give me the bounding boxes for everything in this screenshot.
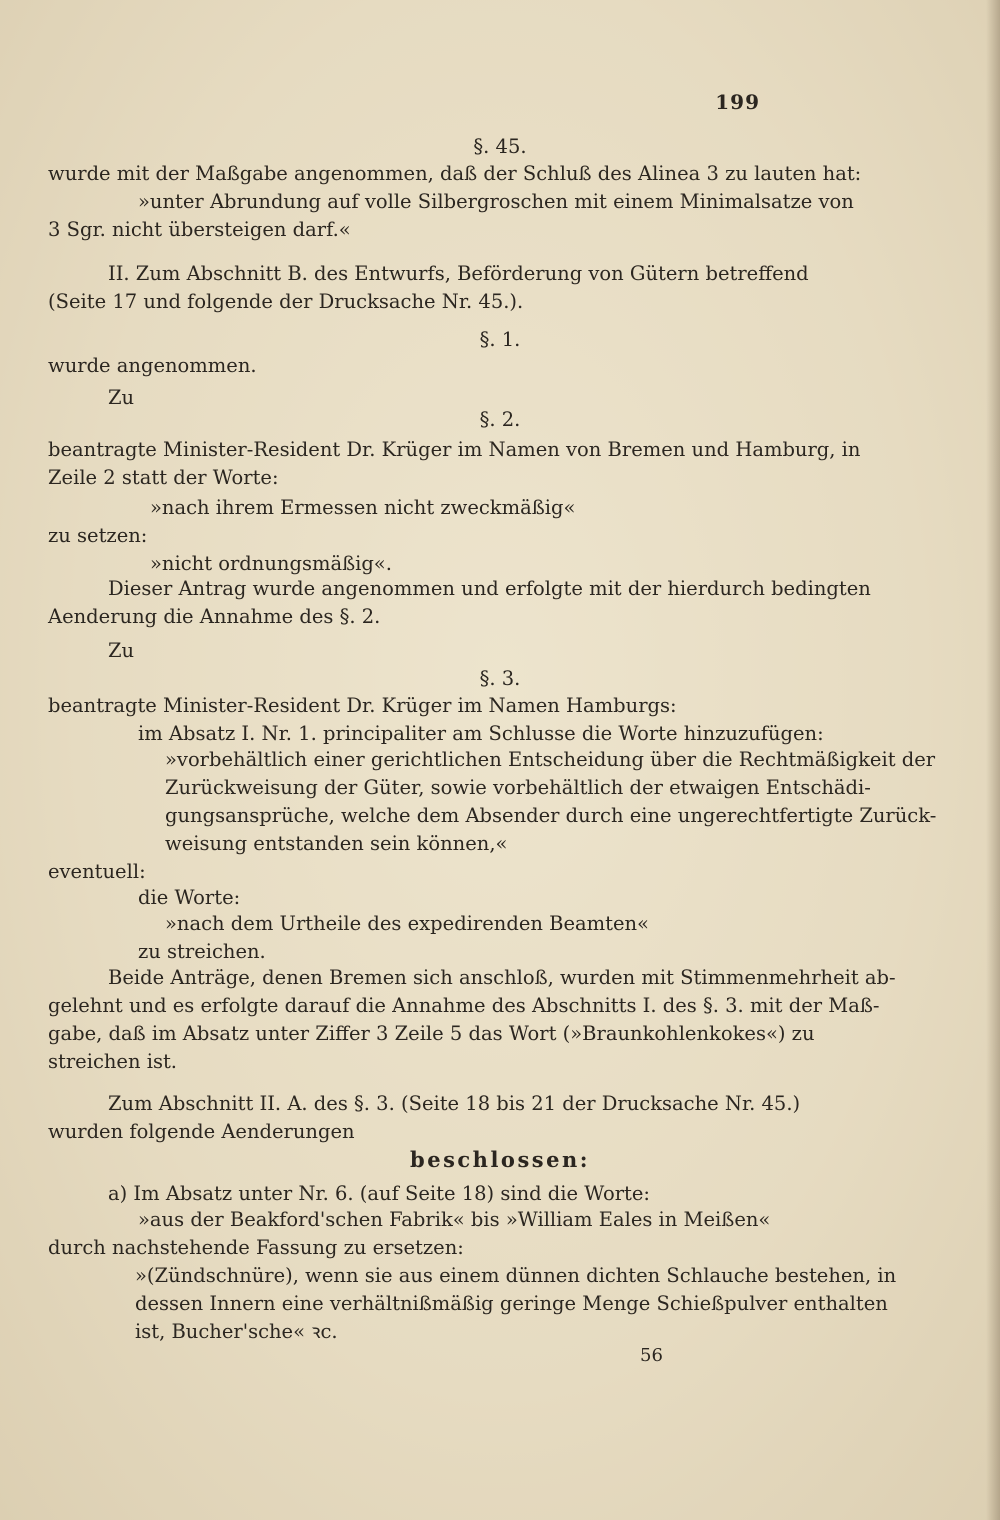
text-line: eventuell: [48,860,146,883]
quote-line: gungsansprüche, welche dem Absender durch eine ungerechtfertigte Zurück- [165,804,937,827]
text-line: im Absatz I. Nr. 1. principaliter am Schlusse die Worte hinzuzufügen: [138,722,824,745]
text-line: wurde mit der Maßgabe angenommen, daß der Schluß des Alinea 3 zu lauten hat: [48,162,862,185]
text-line: streichen ist. [48,1050,177,1073]
resolution-heading: beschlossen: [410,1147,590,1172]
text-line: beantragte Minister-Resident Dr. Krüger im Namen von Bremen und Hamburg, in [48,438,861,461]
text-line: gelehnt und es erfolgte darauf die Annahme des Abschnitts I. des §. 3. mit der Maß- [48,994,880,1017]
quote-line: ist, Bucher'sche« ꝛc. [135,1320,338,1343]
quote-line: »nicht ordnungsmäßig«. [150,552,392,575]
quote-line: 3 Sgr. nicht übersteigen darf.« [48,218,351,241]
quote-line: »aus der Beakford'schen Fabrik« bis »William Eales in Meißen« [138,1208,771,1231]
text-line: zu setzen: [48,524,148,547]
text-line: beantragte Minister-Resident Dr. Krüger im Namen Hamburgs: [48,694,677,717]
text-line: zu streichen. [138,940,266,963]
quote-line: »unter Abrundung auf volle Silbergroschen mit einem Minimalsatze von [138,190,854,213]
text-line: Dieser Antrag wurde angenommen und erfolgte mit der hierdurch bedingten [108,577,871,600]
text-line: Zu [108,386,135,409]
text-line: Beide Anträge, denen Bremen sich anschloß, wurden mit Stimmenmehrheit ab- [108,966,896,989]
text-line: wurde angenommen. [48,354,257,377]
text-line: durch nachstehende Fassung zu ersetzen: [48,1236,464,1259]
quote-line: »(Zündschnüre), wenn sie aus einem dünnen dichten Schlauche bestehen, in [135,1264,897,1287]
text-line: wurden folgende Aenderungen [48,1120,355,1143]
text-line: die Worte: [138,886,241,909]
text-line: Zum Abschnitt II. A. des §. 3. (Seite 18 bis 21 der Drucksache Nr. 45.) [108,1092,801,1115]
text-line: Aenderung die Annahme des §. 2. [48,605,381,628]
section-intro-line: II. Zum Abschnitt B. des Entwurfs, Beförderung von Gütern betreffend [108,262,809,285]
list-item-a: a) Im Absatz unter Nr. 6. (auf Seite 18) sind die Worte: [108,1182,650,1205]
quote-line: Zurückweisung der Güter, sowie vorbehältlich der etwaigen Entschädi- [165,776,871,799]
section-heading-45: §. 45. [473,135,527,158]
page-number: 199 [715,90,760,114]
quote-line: »vorbehältlich einer gerichtlichen Entscheidung über die Rechtmäßigkeit der [165,748,936,771]
sheet-signature: 56 [640,1345,663,1366]
section-heading-2: §. 2. [479,408,521,431]
quote-line: »nach ihrem Ermessen nicht zweckmäßig« [150,496,576,519]
text-line: Zeile 2 statt der Worte: [48,466,279,489]
section-heading-3: §. 3. [479,667,521,690]
quote-line: weisung entstanden sein können,« [165,832,508,855]
text-line: gabe, daß im Absatz unter Ziffer 3 Zeile 5 das Wort (»Braunkohlenkokes«) zu [48,1022,815,1045]
section-heading-1: §. 1. [479,328,521,351]
quote-line: »nach dem Urtheile des expedirenden Beamten« [165,912,649,935]
quote-line: dessen Innern eine verhältnißmäßig geringe Menge Schießpulver enthalten [135,1292,888,1315]
text-line: Zu [108,639,135,662]
page-edge-shadow [986,0,1000,1520]
text-line: (Seite 17 und folgende der Drucksache Nr. 45.). [48,290,524,313]
